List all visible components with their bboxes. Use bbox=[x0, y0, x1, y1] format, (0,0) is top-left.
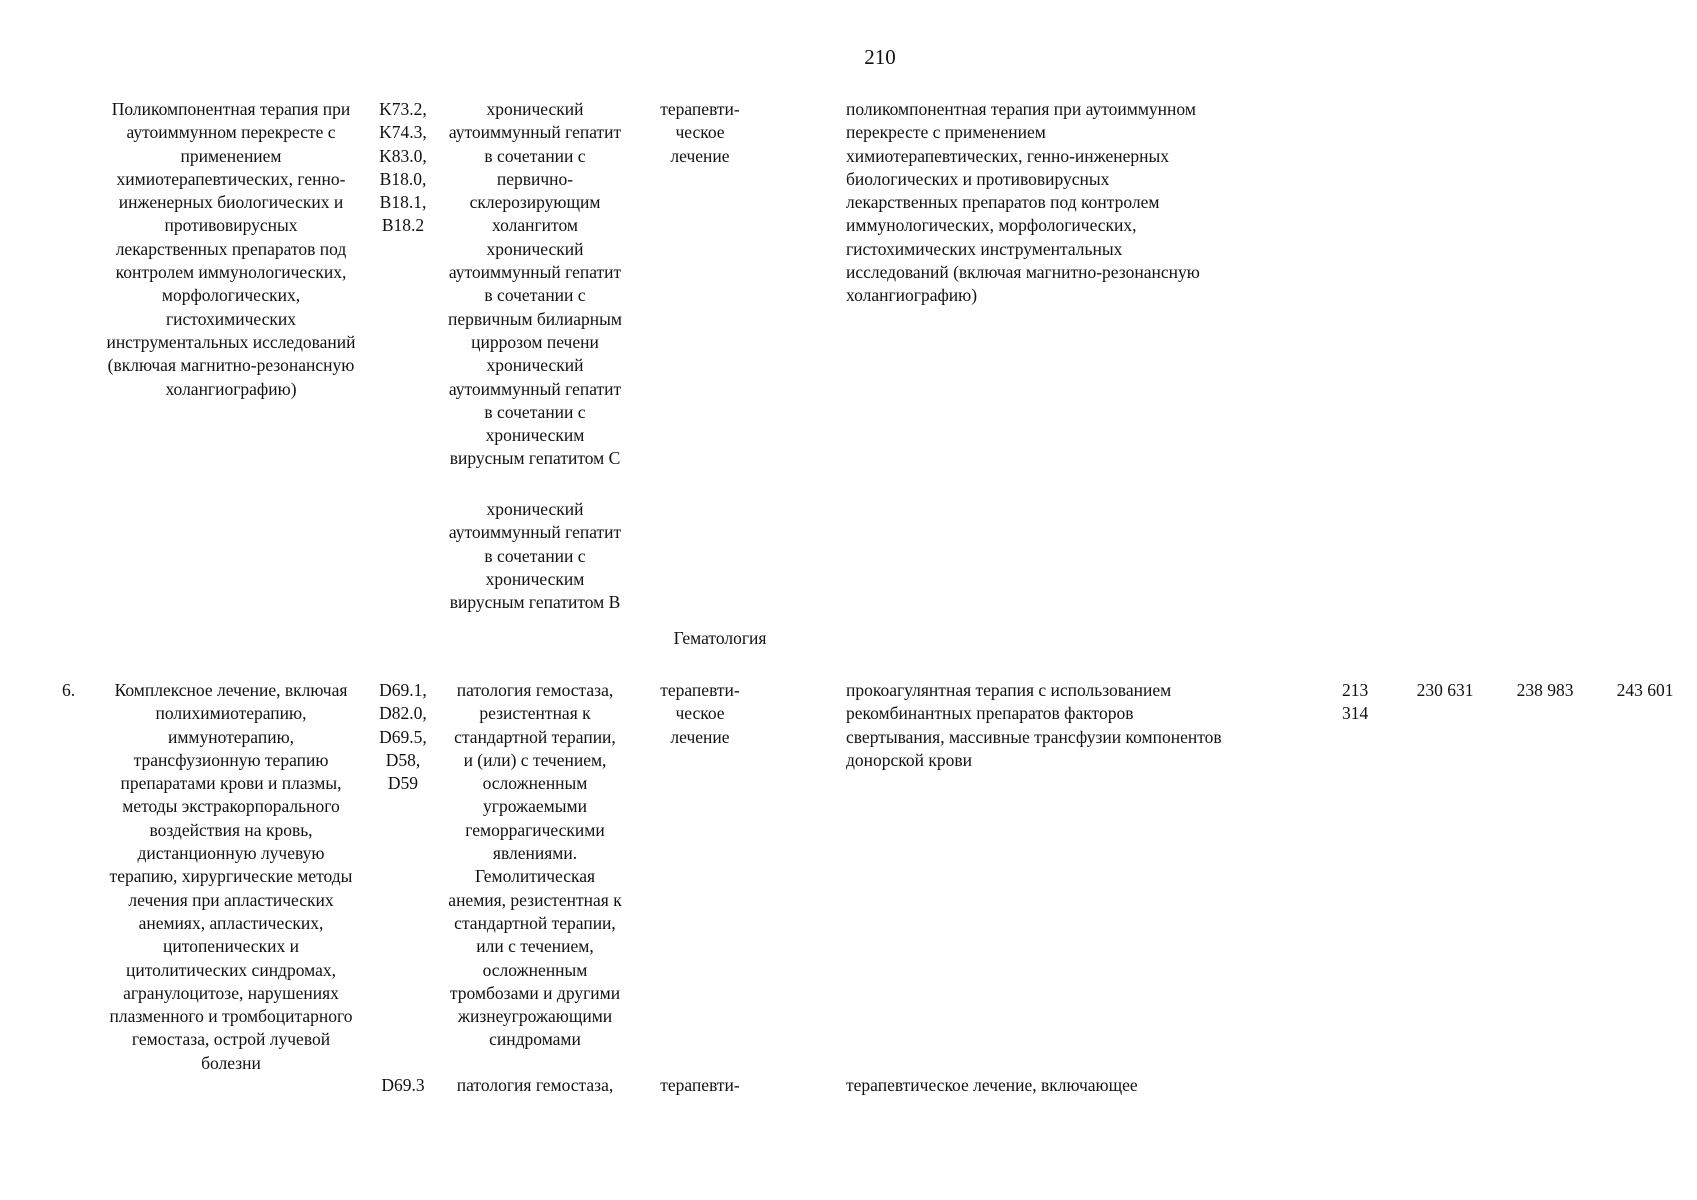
row2-treatment-type: терапевти- ческое лечение bbox=[660, 680, 740, 747]
row2-cost-2: 230 631 bbox=[1416, 680, 1474, 700]
row1-icd-codes: K73.2, K74.3, K83.0, B18.0, B18.1, B18.2 bbox=[379, 99, 427, 236]
row2-cost-1: 213 314 bbox=[1342, 680, 1369, 724]
page-number: 210 bbox=[864, 45, 896, 69]
row3-treatment-method: терапевтическое лечение, включающее bbox=[846, 1075, 1138, 1095]
row1-method-cell: Поликомпонентная терапия при аутоиммунном перекресте с применением химиотерапевтических, генно- инженерных биологических и противовирусных лекарственных препаратов под контролем иммунологических, морфологических, гистохимических инструментальных исследований (включая магнитно-резонансную холангиографию) bbox=[106, 99, 356, 399]
section-title: Гематология bbox=[673, 628, 767, 648]
row2-cost-4: 243 601 bbox=[1616, 680, 1674, 700]
row3-icd-codes: D69.3 bbox=[381, 1075, 425, 1095]
row1-patient-model-2: хронический аутоиммунный гепатит в сочетании с хроническим вирусным гепатитом B bbox=[448, 499, 622, 613]
row1-patient-model-1: хронический аутоиммунный гепатит в сочетании с первично- склерозирующим холангитом хронический аутоиммунный гепатит в сочетании с первичным билиарным циррозом печени хронический аутоиммунный гепатит в сочетании с хроническим вирусным гепатитом C bbox=[448, 99, 622, 469]
row3-patient-model: патология гемостаза, bbox=[456, 1075, 614, 1095]
row2-icd-codes: D69.1, D82.0, D69.5, D58, D59 bbox=[379, 680, 427, 794]
row2-method-cell: Комплексное лечение, включая полихимиотерапию, иммунотерапию, трансфузионную терапию препаратами крови и плазмы, методы экстракорпорального воздействия на кровь, дистанционную лучевую терапию, хирургические методы лечения при апластических анемиях, апластических, цитопенических и цитолитических синдромах, агранулоцитозе, нарушениях плазменного и тромбоцитарного гемостаза, острой лучевой болезни bbox=[109, 680, 353, 1073]
row2-cost-3: 238 983 bbox=[1516, 680, 1574, 700]
row1-treatment-type: терапевти- ческое лечение bbox=[660, 99, 740, 166]
row1-treatment-method: поликомпонентная терапия при аутоиммунном перекресте с применением химиотерапевтических, генно-инженерных биологических и противовирусных лекарственных препаратов под контролем иммунологических, морфологических, гистохимических инструментальных исследований (включая магнитно-резонансную холангиографию) bbox=[846, 99, 1200, 306]
row3-treatment-type: терапевти- bbox=[660, 1075, 740, 1095]
row2-treatment-method: прокоагулянтная терапия с использованием рекомбинантных препаратов факторов свертывания, массивные трансфузии компонентов донорской крови bbox=[846, 680, 1222, 770]
row2-patient-model: патология гемостаза, резистентная к стандартной терапии, и (или) с течением, осложненным угрожаемыми геморрагическими явлениями. Гемолитическая анемия, резистентная к стандартной терапии, или с течением, осложненным тромбозами и другими жизнеугрожающими синдромами bbox=[448, 680, 622, 1050]
row2-number: 6. bbox=[62, 680, 76, 700]
